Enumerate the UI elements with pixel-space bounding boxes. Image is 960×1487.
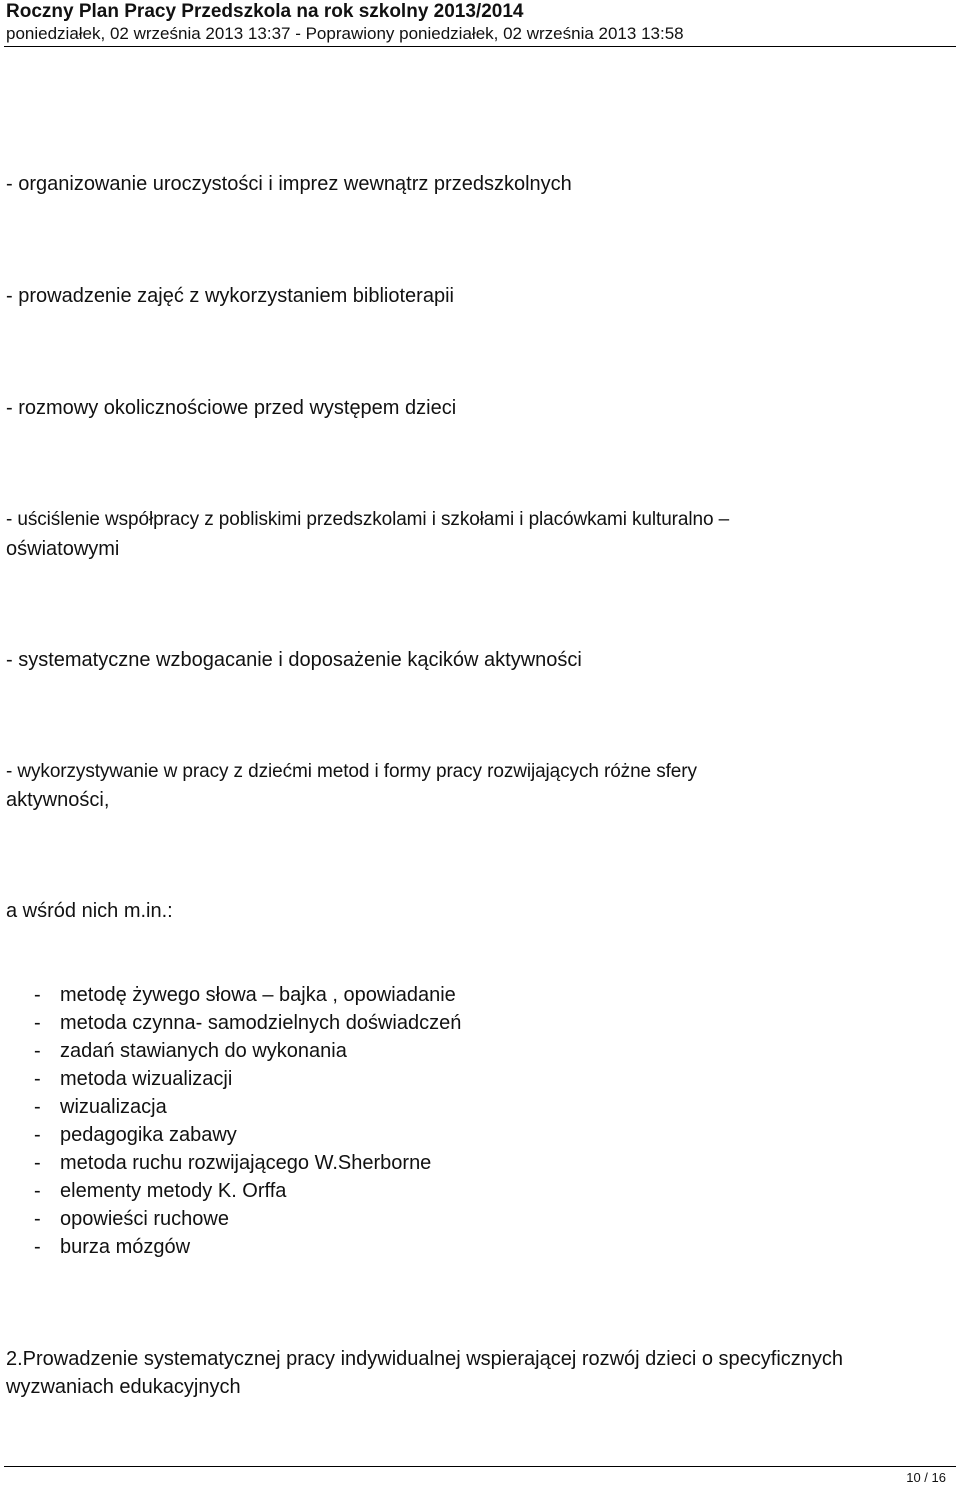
list-item	[34, 1009, 934, 1037]
list-dash: -	[34, 1040, 41, 1062]
list-item	[34, 1149, 934, 1177]
body-line-cooperation-cont: oświatowymi	[6, 538, 120, 560]
list-dash: -	[34, 1096, 41, 1118]
header-divider	[4, 46, 956, 47]
body-line-methods-intro-cont: aktywności,	[6, 789, 110, 811]
section-heading-cont: wyzwaniach edukacyjnych	[6, 1376, 241, 1398]
list-dash: -	[34, 1180, 41, 1202]
list-dash: -	[34, 1208, 41, 1230]
list-dash: -	[34, 1236, 41, 1258]
body-line-methods-intro: - wykorzystywanie w pracy z dziećmi metod i formy pracy rozwijających różne sfery	[6, 761, 697, 782]
body-line-bibliotherapy: - prowadzenie zajęć z wykorzystaniem biblioterapii	[6, 285, 454, 307]
list-item-label: zadań stawianych do wykonania	[60, 1040, 347, 1062]
list-item-label: opowieści ruchowe	[60, 1208, 229, 1230]
body-line-cooperation: - uściślenie współpracy z pobliskimi przedszkolami i szkołami i placówkami kulturalno –	[6, 509, 730, 530]
list-item-label: wizualizacja	[60, 1096, 167, 1118]
list-item-label: metoda ruchu rozwijającego W.Sherborne	[60, 1152, 432, 1174]
list-item	[34, 1093, 934, 1121]
body-line-among-them: a wśród nich m.in.:	[6, 900, 173, 922]
list-item-label: pedagogika zabawy	[60, 1124, 237, 1146]
document-date-meta: poniedziałek, 02 września 2013 13:37 - Poprawiony poniedziałek, 02 września 2013 13:58	[6, 24, 684, 43]
list-item-label: burza mózgów	[60, 1236, 191, 1258]
document-title: Roczny Plan Pracy Przedszkola na rok szkolny 2013/2014	[6, 1, 524, 22]
list-item	[34, 1037, 934, 1065]
list-item	[34, 1233, 934, 1261]
list-dash: -	[34, 1068, 41, 1090]
document-header	[6, 0, 956, 44]
list-item	[34, 1205, 934, 1233]
section-heading: 2.Prowadzenie systematycznej pracy indywidualnej wspierającej rozwój dzieci o specyficznych	[6, 1348, 844, 1370]
page-number: 10 / 16	[906, 1470, 946, 1485]
body-line-celebrations: - organizowanie uroczystości i imprez wewnątrz przedszkolnych	[6, 173, 572, 195]
list-item-label: metodę żywego słowa – bajka , opowiadanie	[60, 984, 456, 1006]
body-line-talks: - rozmowy okolicznościowe przed występem dzieci	[6, 397, 457, 419]
list-item	[34, 981, 934, 1009]
list-item	[34, 1121, 934, 1149]
list-dash: -	[34, 984, 41, 1006]
list-item	[34, 1177, 934, 1205]
list-item-label: metoda wizualizacji	[60, 1068, 233, 1090]
methods-list	[34, 981, 934, 1261]
list-dash: -	[34, 1124, 41, 1146]
list-dash: -	[34, 1152, 41, 1174]
list-item	[34, 1065, 934, 1093]
footer-divider	[4, 1466, 956, 1467]
body-line-activity-corners: - systematyczne wzbogacanie i doposażenie kącików aktywności	[6, 649, 582, 671]
list-dash: -	[34, 1012, 41, 1034]
list-item-label: metoda czynna- samodzielnych doświadczeń	[60, 1012, 462, 1034]
list-item-label: elementy metody K. Orffa	[60, 1180, 287, 1202]
